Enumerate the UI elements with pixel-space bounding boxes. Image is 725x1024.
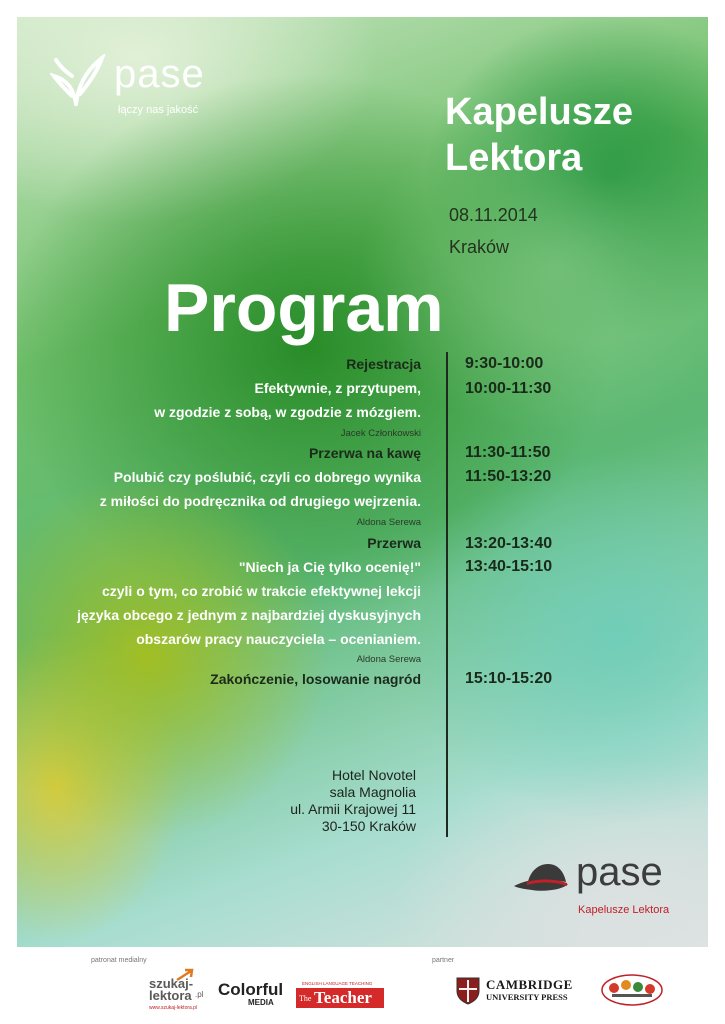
media-patronage-label: patronat medialny [91, 957, 147, 964]
event-city: Kraków [449, 237, 510, 257]
session-3-speaker: Aldona Serewa [356, 654, 421, 665]
time-slot-4: 11:50-13:20 [465, 468, 552, 485]
session-3-title-line-4: obszarów pracy nauczyciela – ocenianiem. [136, 631, 421, 647]
venue-address [290, 767, 416, 835]
cambridge-shield-icon [456, 977, 480, 1005]
event-title-line-1: Kapelusze [445, 91, 633, 133]
event-title [445, 89, 633, 181]
partner-label: partner [432, 957, 455, 964]
session-2-speaker: Aldona Serewa [356, 517, 421, 528]
school-badge-logo [600, 972, 664, 1008]
schedule-item-rejestracja: Rejestracja [346, 356, 421, 372]
schedule-item-coffee-break: Przerwa na kawę [308, 445, 421, 461]
session-3-title-line-2: czyli o tym, co zrobić w trakcie efektywnej lekcji [101, 583, 421, 599]
event-title-line-2: Lektora [445, 137, 583, 179]
schedule-item-closing: Zakończenie, losowanie nagród [210, 671, 421, 687]
session-3-title-line-1: "Niech ja Cię tylko ocenię!" [238, 559, 421, 575]
szukaj-text-2: lektora [149, 988, 192, 1003]
logo-word: pase [114, 52, 205, 96]
poster-background [17, 17, 708, 947]
session-1-speaker: Jacek Członkowski [340, 428, 421, 439]
szukaj-url: www.szukaj-lektora.pl [149, 1005, 198, 1011]
session-2-title-line-1: Polubić czy poślubić, czyli co dobrego wynika [113, 469, 421, 485]
leaf-logo-icon [50, 54, 106, 106]
session-3-title-line-3: języka obcego z jednym z najbardziej dyskusyjnych [77, 607, 421, 623]
media-text: MEDIA [248, 998, 274, 1007]
brand-word: pase [576, 850, 663, 894]
schedule-divider [446, 352, 448, 837]
cambridge-text: CAMBRIDGE [486, 977, 573, 992]
szukaj-text-pl: .pl [195, 990, 204, 999]
brand-tagline: Kapelusze Lektora [578, 904, 670, 916]
session-1-title-line-2: w zgodzie z sobą, w zgodzie z mózgiem. [154, 404, 421, 420]
university-press-text: UNIVERSITY PRESS [486, 992, 568, 1002]
time-slot-5: 13:20-13:40 [465, 535, 553, 552]
time-slot-6: 13:40-15:10 [465, 558, 553, 575]
session-2-title-line-2: z miłości do podręcznika od drugiego wejrzenia. [99, 493, 421, 509]
cambridge-logo [456, 975, 586, 1007]
session-1-title-line-1: Efektywnie, z przytupem, [254, 380, 421, 396]
program-heading: Program [164, 270, 444, 346]
venue-hotel: Hotel Novotel [331, 767, 416, 783]
pase-logo-top [50, 52, 210, 122]
szukaj-text-1: szukaj- [149, 976, 194, 991]
time-slot-7: 15:10-15:20 [465, 670, 553, 687]
teacher-small-text: ENGLISH LANGUAGE TEACHING [302, 981, 373, 986]
venue-room: sala Magnolia [329, 784, 416, 800]
event-date: 08.11.2014 [449, 205, 538, 225]
venue-postcode-city: 30-150 Kraków [321, 818, 416, 834]
time-slot-3: 11:30-11:50 [465, 444, 551, 461]
hat-icon [512, 860, 576, 896]
time-slot-2: 10:00-11:30 [465, 380, 552, 397]
teacher-text: Teacher [314, 988, 372, 1007]
time-slot-1: 9:30-10:00 [465, 355, 544, 372]
the-teacher-logo [296, 981, 386, 1009]
logo-tagline: łączy nas jakość [118, 104, 199, 116]
szukaj-lektora-logo [149, 968, 209, 1014]
schedule-item-break: Przerwa [367, 535, 421, 551]
colorful-media-logo [218, 980, 284, 1010]
teacher-the-text: The [299, 994, 312, 1003]
pase-brand-logo [512, 850, 692, 924]
colorful-text: Colorful [218, 980, 284, 999]
venue-street: ul. Armii Krajowej 11 [290, 801, 416, 817]
